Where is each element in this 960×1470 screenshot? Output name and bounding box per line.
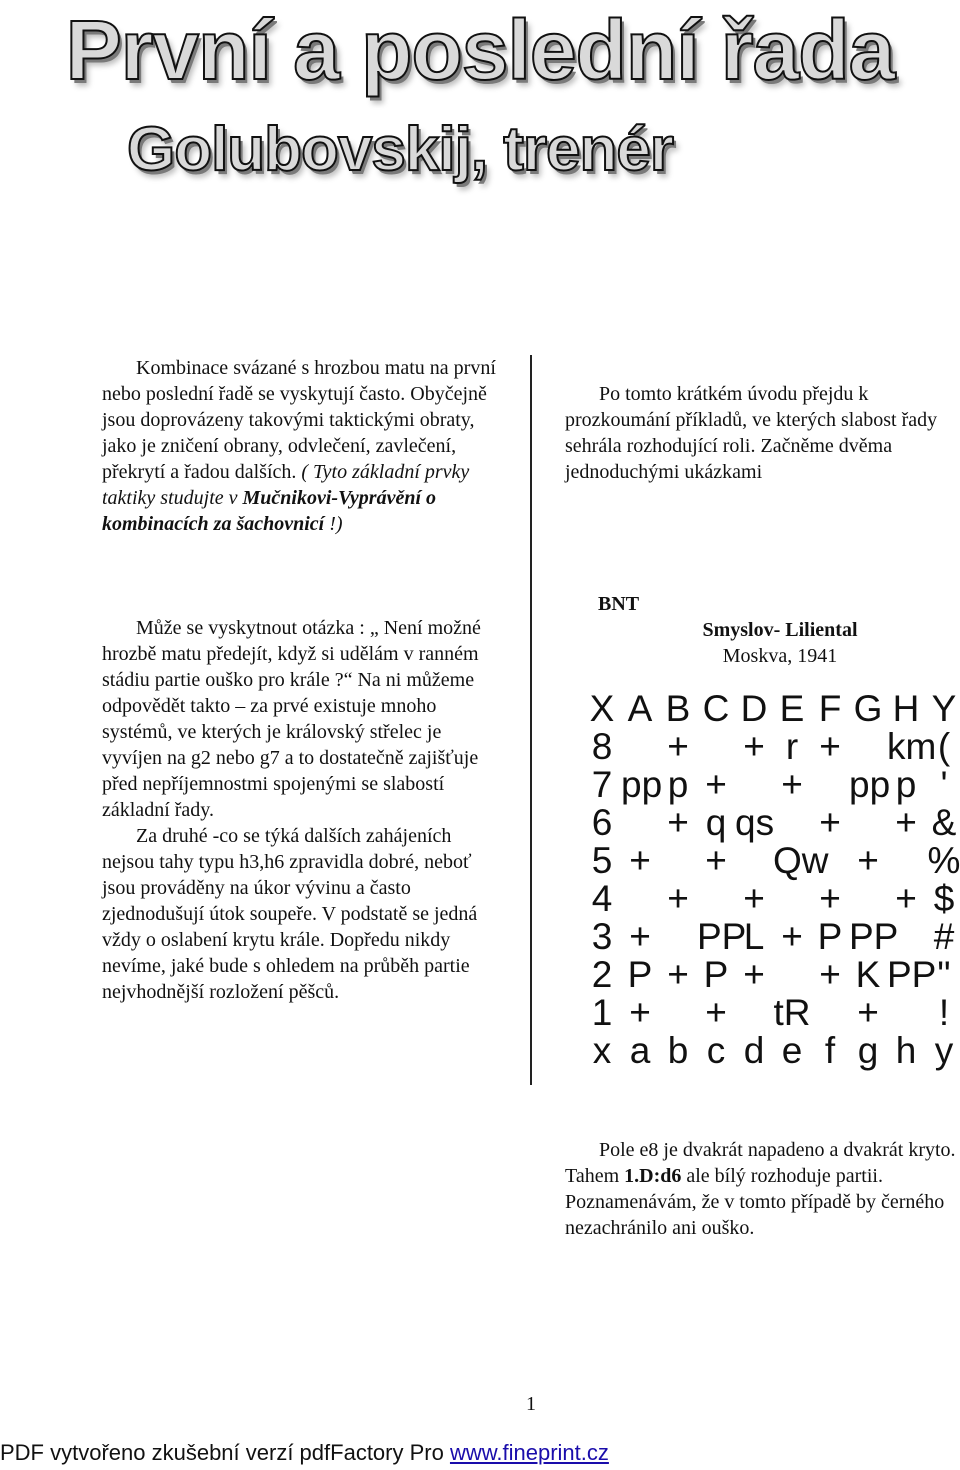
board-square: + bbox=[667, 802, 689, 843]
board-row bbox=[583, 994, 960, 1032]
board-square bbox=[735, 994, 773, 1032]
board-square: L bbox=[743, 916, 765, 957]
board-square bbox=[887, 842, 925, 880]
board-square bbox=[659, 994, 697, 1032]
board-square: p bbox=[667, 764, 689, 805]
board-square: + bbox=[667, 954, 689, 995]
board-square: p bbox=[895, 764, 917, 805]
board-square: 2 bbox=[591, 954, 613, 995]
pdf-footer bbox=[0, 1440, 609, 1466]
intro-italic-end: !) bbox=[324, 513, 343, 535]
board-row bbox=[583, 766, 960, 804]
board-square: + bbox=[705, 764, 727, 805]
board-square: F bbox=[818, 688, 842, 729]
paragraph-transition: Po tomto krátkém úvodu přejdu k prozkoumání příkladů, ve kterých slabost řady sehrála rozhodující roli. Začněme dvěma jednoduchými ukázkami bbox=[565, 383, 938, 483]
game-players: Smyslov- Liliental bbox=[702, 619, 858, 641]
board-square: H bbox=[892, 688, 920, 729]
caption-text-start: Pole e8 je dvakrát napadeno a dvakrát kryto. Tahem bbox=[565, 1139, 956, 1187]
board-square: + bbox=[743, 954, 765, 995]
board-square bbox=[849, 880, 887, 918]
board-square bbox=[659, 918, 697, 956]
paragraph-second: Za druhé -co se týká dalších zahájeních nejsou tahy typu h3,h6 zpravidla dobré, neboť jsou prováděny na úkor vývinu a často zjednodušují útok soupeře. V podstatě se jedná vždy o oslabení krytu krále. Dopředu nikdy nevíme, jaké bude s ohledem na průběh partie nejvhodnější rozložení pěšců. bbox=[102, 825, 478, 1003]
board-square: C bbox=[702, 688, 730, 729]
board-square bbox=[621, 728, 659, 766]
board-square: km bbox=[887, 726, 937, 767]
document-title: První a poslední řada bbox=[65, 3, 895, 97]
footer-text: PDF vytvořeno zkušební verzí pdfFactory Pro bbox=[0, 1440, 450, 1465]
board-square: pp bbox=[621, 764, 663, 805]
board-square: + bbox=[629, 916, 651, 957]
board-square bbox=[811, 994, 849, 1032]
board-square: PP bbox=[697, 916, 747, 957]
board-square: + bbox=[781, 916, 803, 957]
board-square bbox=[849, 804, 887, 842]
board-square: B bbox=[665, 688, 691, 729]
intro-text: Kombinace svázané s hrozbou matu na první nebo poslední řadě se vyskytují často. Obyčejně jsou doprovázeny takovými taktickými obraty, jako je zničení obrany, odvlečení, zavlečení, překrytí a řadou dalších. bbox=[102, 357, 496, 483]
diagram-caption bbox=[565, 1137, 960, 1241]
board-square: + bbox=[895, 878, 917, 919]
board-square: + bbox=[743, 878, 765, 919]
board-square bbox=[659, 842, 697, 880]
board-row bbox=[583, 1032, 960, 1070]
game-place: Moskva, 1941 bbox=[722, 645, 838, 667]
board-square: Y bbox=[931, 688, 957, 729]
caption-text-end: ale bílý rozhoduje partii. Poznamenávám, že v tomto případě by černého nezachránilo ani ouško. bbox=[565, 1165, 945, 1239]
chess-diagram bbox=[583, 690, 960, 1070]
board-square bbox=[621, 880, 659, 918]
board-square: # bbox=[933, 916, 955, 957]
book-reference: Mučnikovi-Vyprávění o kombinacích za šachovnicí bbox=[102, 487, 437, 535]
board-square bbox=[811, 766, 849, 804]
board-square: qs bbox=[735, 802, 775, 843]
board-square bbox=[811, 842, 849, 880]
board-square: X bbox=[589, 688, 615, 729]
board-square: 7 bbox=[591, 764, 613, 805]
board-row bbox=[583, 690, 960, 728]
board-square: P bbox=[627, 954, 653, 995]
board-square: g bbox=[857, 1030, 879, 1071]
board-square bbox=[735, 842, 773, 880]
board-square: P bbox=[817, 916, 843, 957]
board-square: ' bbox=[940, 764, 948, 805]
board-square: d bbox=[743, 1030, 765, 1071]
board-square: G bbox=[853, 688, 883, 729]
board-square bbox=[773, 956, 811, 994]
board-square: E bbox=[779, 688, 805, 729]
board-square: + bbox=[705, 840, 727, 881]
board-square: + bbox=[857, 840, 879, 881]
board-row bbox=[583, 956, 960, 994]
board-square: + bbox=[667, 878, 689, 919]
board-square bbox=[887, 918, 925, 956]
board-square: f bbox=[824, 1030, 836, 1071]
board-square: ! bbox=[938, 992, 950, 1033]
board-square: h bbox=[895, 1030, 917, 1071]
board-square: + bbox=[705, 992, 727, 1033]
board-square: + bbox=[743, 726, 765, 767]
diagram-label: BNT bbox=[598, 593, 640, 615]
board-square: x bbox=[592, 1030, 612, 1071]
board-square: y bbox=[934, 1030, 954, 1071]
board-square: + bbox=[857, 992, 879, 1033]
board-square: $ bbox=[933, 878, 955, 919]
board-square: e bbox=[781, 1030, 803, 1071]
board-square: + bbox=[819, 802, 841, 843]
board-square: PP bbox=[887, 954, 937, 995]
board-square bbox=[773, 880, 811, 918]
board-square: b bbox=[667, 1030, 689, 1071]
board-square: + bbox=[781, 764, 803, 805]
board-square bbox=[735, 766, 773, 804]
board-square: + bbox=[819, 726, 841, 767]
board-square: 4 bbox=[591, 878, 613, 919]
left-column bbox=[102, 355, 502, 1005]
board-square bbox=[621, 804, 659, 842]
board-square: tR bbox=[773, 992, 811, 1033]
board-square: D bbox=[740, 688, 768, 729]
right-column bbox=[565, 381, 960, 485]
board-square bbox=[887, 994, 925, 1032]
board-square: + bbox=[629, 840, 651, 881]
board-square: % bbox=[927, 840, 960, 881]
board-row bbox=[583, 842, 960, 880]
paragraph-intro bbox=[102, 355, 502, 537]
board-square bbox=[849, 728, 887, 766]
page-number: 1 bbox=[526, 1393, 536, 1415]
board-row bbox=[583, 728, 960, 766]
key-move: 1.D:d6 bbox=[624, 1165, 682, 1187]
column-divider bbox=[530, 355, 532, 1085]
board-square: q bbox=[705, 802, 727, 843]
board-square: K bbox=[855, 954, 881, 995]
board-square: 6 bbox=[591, 802, 613, 843]
board-square: c bbox=[706, 1030, 726, 1071]
board-row bbox=[583, 804, 960, 842]
board-square: + bbox=[629, 992, 651, 1033]
board-square: + bbox=[819, 954, 841, 995]
board-square: " bbox=[937, 954, 951, 995]
intro-italic-note: ( Tyto základní prvky taktiky studujte v bbox=[102, 461, 470, 509]
board-square: r bbox=[785, 726, 799, 767]
board-square: P bbox=[703, 954, 729, 995]
board-square: a bbox=[629, 1030, 651, 1071]
board-square: & bbox=[931, 802, 957, 843]
board-square: + bbox=[667, 726, 689, 767]
board-square bbox=[697, 880, 735, 918]
footer-link[interactable]: www.fineprint.cz bbox=[449, 1440, 609, 1465]
board-square: pp bbox=[849, 764, 891, 805]
board-square: Qw bbox=[773, 840, 829, 881]
board-square bbox=[773, 804, 811, 842]
board-square: 8 bbox=[591, 726, 613, 767]
board-square: 5 bbox=[591, 840, 613, 881]
board-square: ( bbox=[937, 726, 951, 767]
board-row bbox=[583, 918, 960, 956]
board-square: 3 bbox=[591, 916, 613, 957]
board-square: A bbox=[627, 688, 653, 729]
paragraph-question: Může se vyskytnout otázka : „ Není možné hrozbě matu předejít, když si udělám v ranném stádiu partie ouško pro krále ?“ Na ni můžeme odpovědět takto – za prvé existuje mnoho systémů, ve kterých je královský střelec je vyvíjen na g2 nebo g7 a to dostatečně zajišťuje před nepříjemnostmi spojenými se slabostí základní řady. bbox=[102, 617, 481, 821]
board-row bbox=[583, 880, 960, 918]
board-square bbox=[697, 728, 735, 766]
board-square: 1 bbox=[591, 992, 613, 1033]
board-square: + bbox=[819, 878, 841, 919]
board-square: PP bbox=[849, 916, 899, 957]
document-subtitle: Golubovskij, trenér bbox=[126, 115, 674, 184]
board-square: + bbox=[895, 802, 917, 843]
